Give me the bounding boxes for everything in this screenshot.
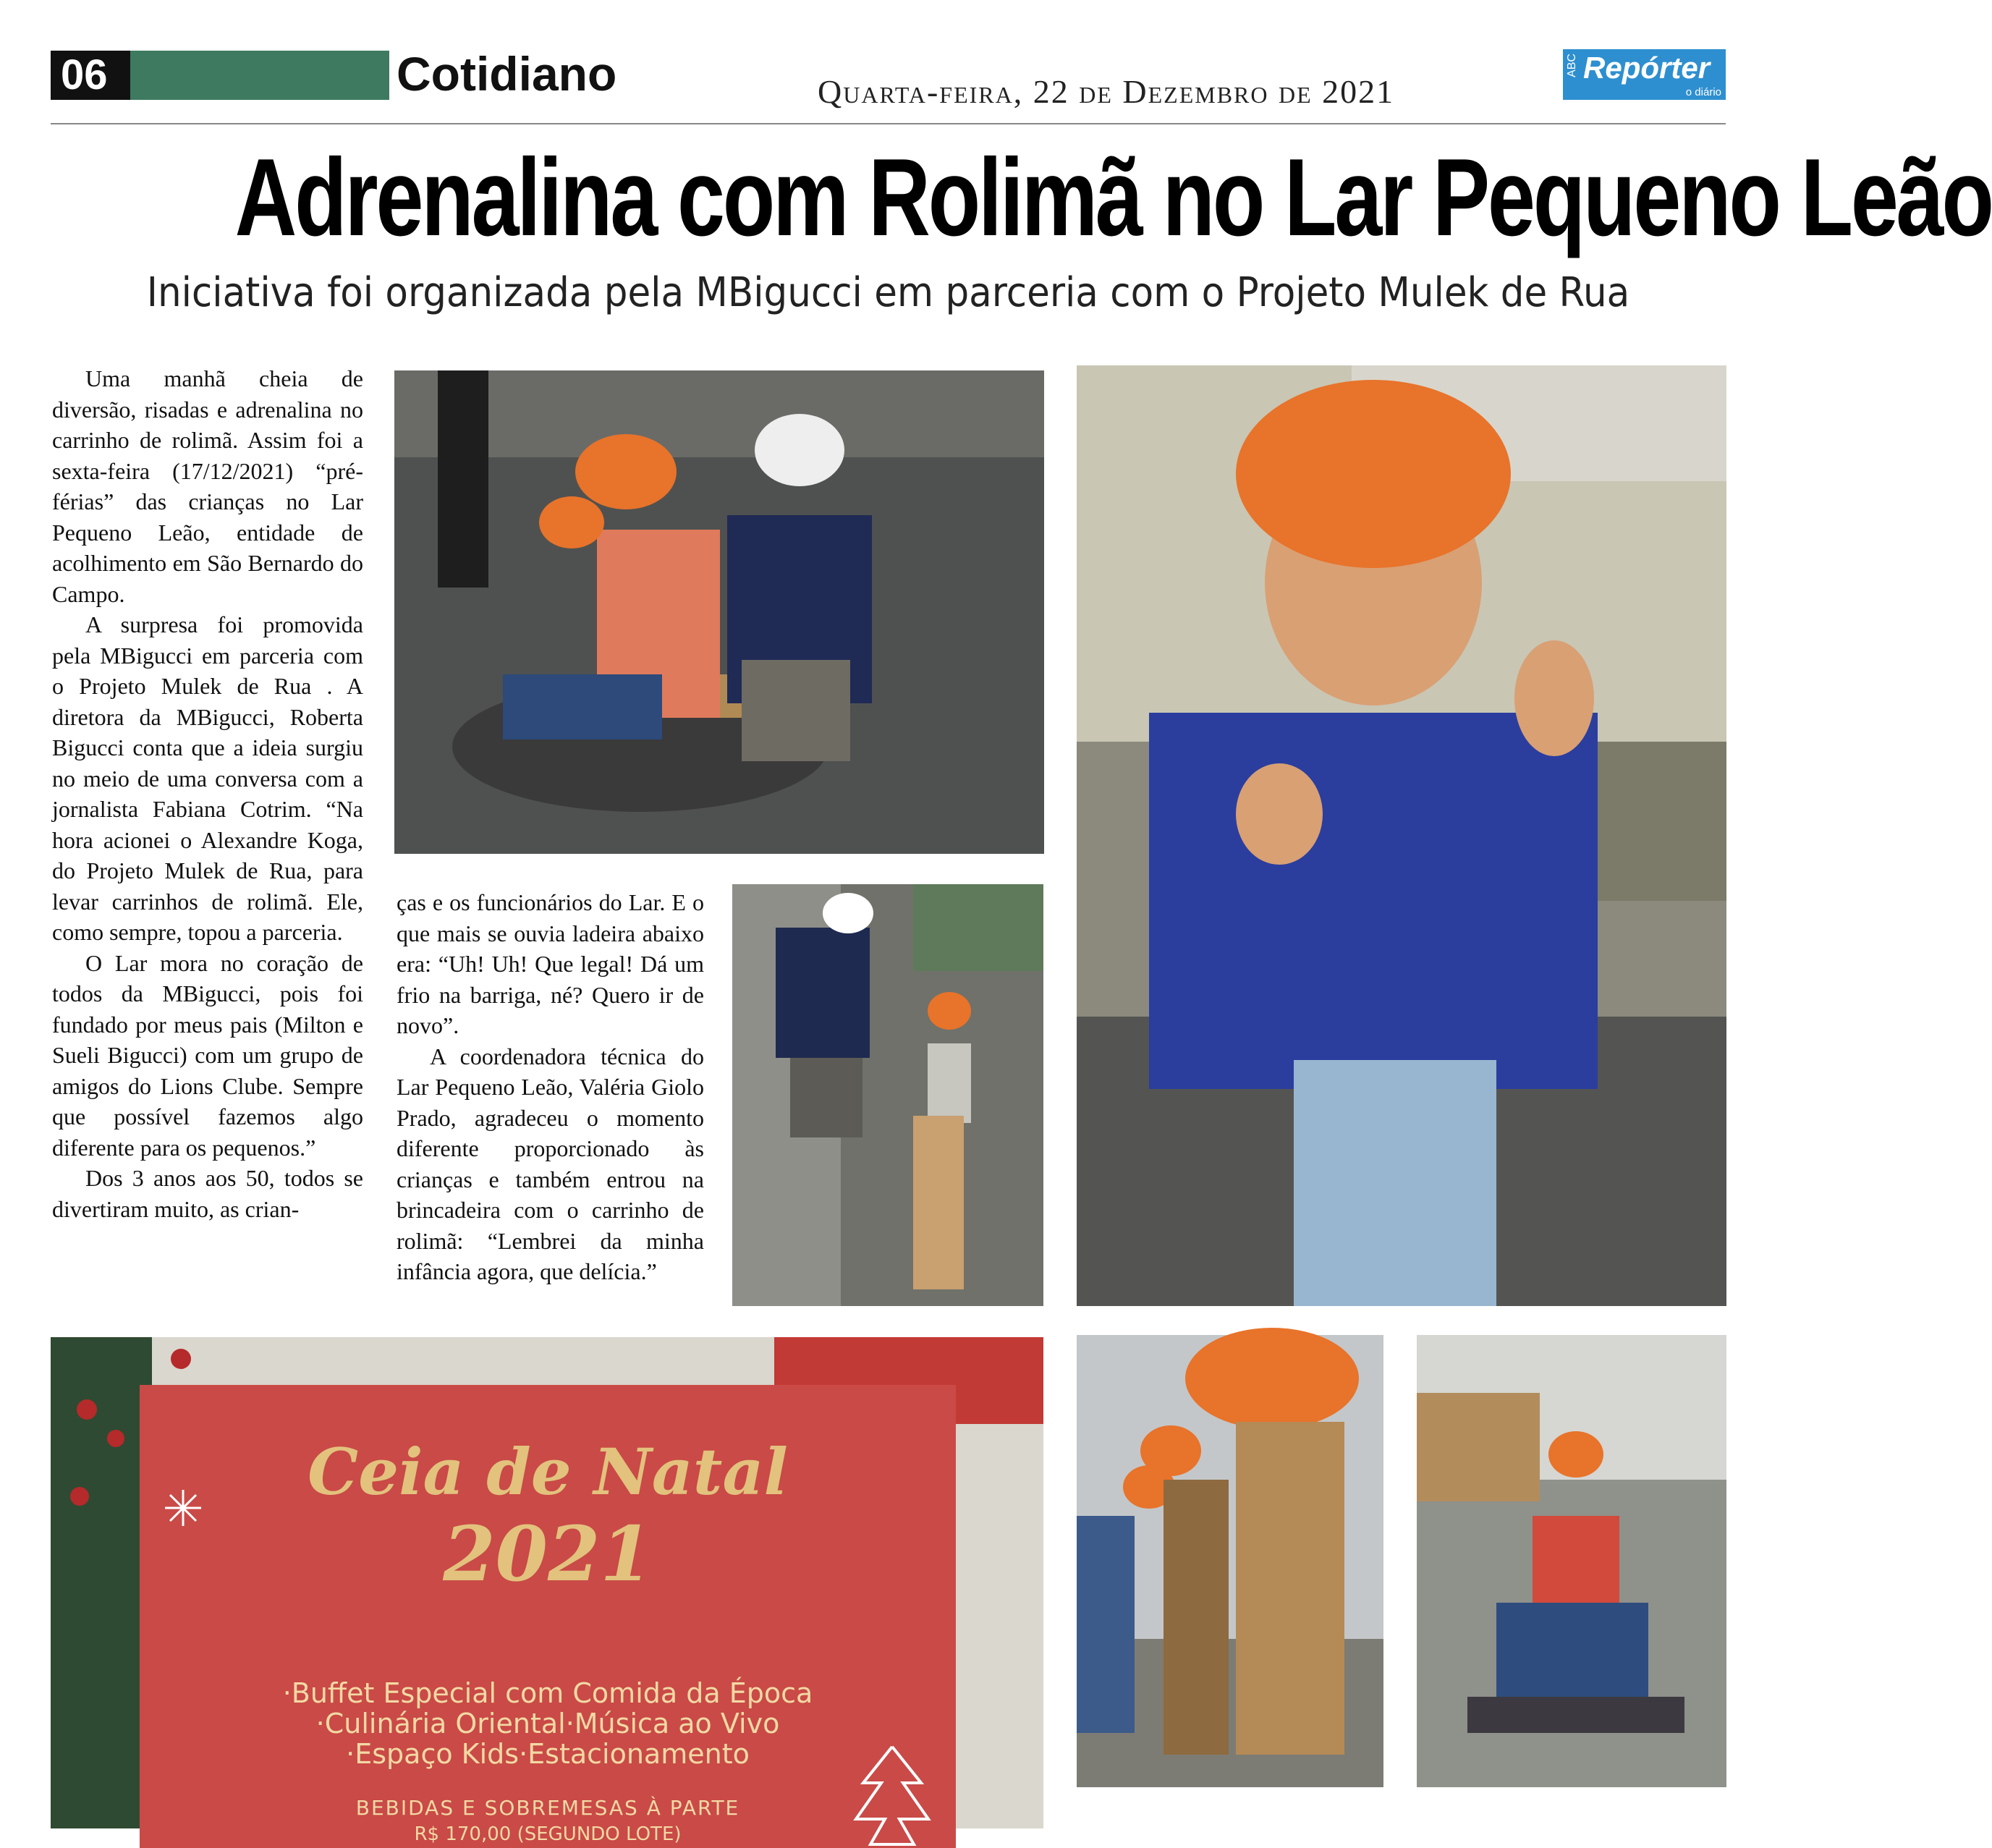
ad-price: R$ 170,00 (SEGUNDO LOTE) [414,1823,682,1845]
paragraph: Uma manhã cheia de diversão, risadas e adrenalina no carrinho de rolimã. Assim foi a sexta-feira (17/12/2021) “pré-férias” das crianças no Lar Pequeno Leão, entidade de acolhimento em São Bernardo do Campo. [52,365,363,607]
logo-name: Repórter [1583,51,1711,85]
ad-feature-line: ·Culinária Oriental·Música ao Vivo [315,1708,780,1739]
paragraph: A surpresa foi promovida pela MBigucci em parceria com o Projeto Mulek de Rua . A diretora da MBigucci, Roberta Bigucci conta que a ideia surgiu no meio de uma conversa com a jornalista Fabiana Cotrim. “Na hora acionei o Alexandre Koga, do Projeto Mulek de Rua, para levar carrinhos de rolimã. Ele, como sempre, topou a parceria. [52,611,363,945]
paragraph: O Lar mora no coração de todos da MBigucci, pois foi fundado por meus pais (Milton e Sueli Bigucci) com um grupo de amigos do Lions Clube. Sempre que possível fazemos algo diferente para os pequenos.” [52,949,363,1161]
paragraph: Dos 3 anos aos 50, todos se divertiram muito, as crian- [52,1165,363,1222]
christmas-dinner-ad [51,1337,1043,1845]
ad-title: Ceia de Natal [308,1434,788,1509]
ad-feature-line: ·Buffet Especial com Comida da Época [282,1677,813,1709]
header-divider [51,123,1726,124]
snowflake-icon [161,1486,205,1530]
page-number: 06 [51,51,130,100]
section-name: Cotidiano [397,47,617,101]
photo-woman-helmet-thumbs-up [1077,365,1726,1306]
article-headline: Adrenalina com Rolimã no Lar Pequeno Leão [234,136,1992,259]
ad-feature-line: ·Espaço Kids·Estacionamento [346,1738,750,1770]
photo-man-child-downhill [732,884,1043,1306]
article-column-1 [52,363,363,1224]
article-subheadline: Iniciativa foi organizada pela MBigucci em parceria com o Projeto Mulek de Rua [146,269,1630,316]
ad-year: 2021 [443,1509,653,1598]
ad-card [140,1385,956,1848]
logo-abc-text: ABC [1566,54,1578,77]
christmas-tree-icon [849,1739,936,1848]
newspaper-logo [1563,49,1726,100]
ad-drinks-note: BEBIDAS E SOBREMESAS À PARTE [355,1796,740,1820]
paragraph: A coordenadora técnica do Lar Pequeno Leão, Valéria Giolo Prado, agradeceu o momento diferente proporcionado às crianças e também entrou na brincadeira com o carrinho de rolimã: “Lembrei da minha infância agora, que delícia.” [397,1043,704,1284]
photo-group-with-helmets [394,370,1044,854]
photo-woman-on-cart [1417,1335,1726,1787]
section-color-bar [130,51,389,100]
photo-row-of-helmets-carts [1077,1335,1383,1787]
issue-date: Quarta-feira, 22 de Dezembro de 2021 [818,73,1395,110]
paragraph: ças e os funcionários do Lar. E o que mais se ouvia ladeira abaixo era: “Uh! Uh! Que legal! Dá um frio na barriga, né? Quero ir de novo”. [397,889,704,1038]
article-column-2 [397,887,704,1287]
logo-tagline: o diário [1685,86,1721,98]
